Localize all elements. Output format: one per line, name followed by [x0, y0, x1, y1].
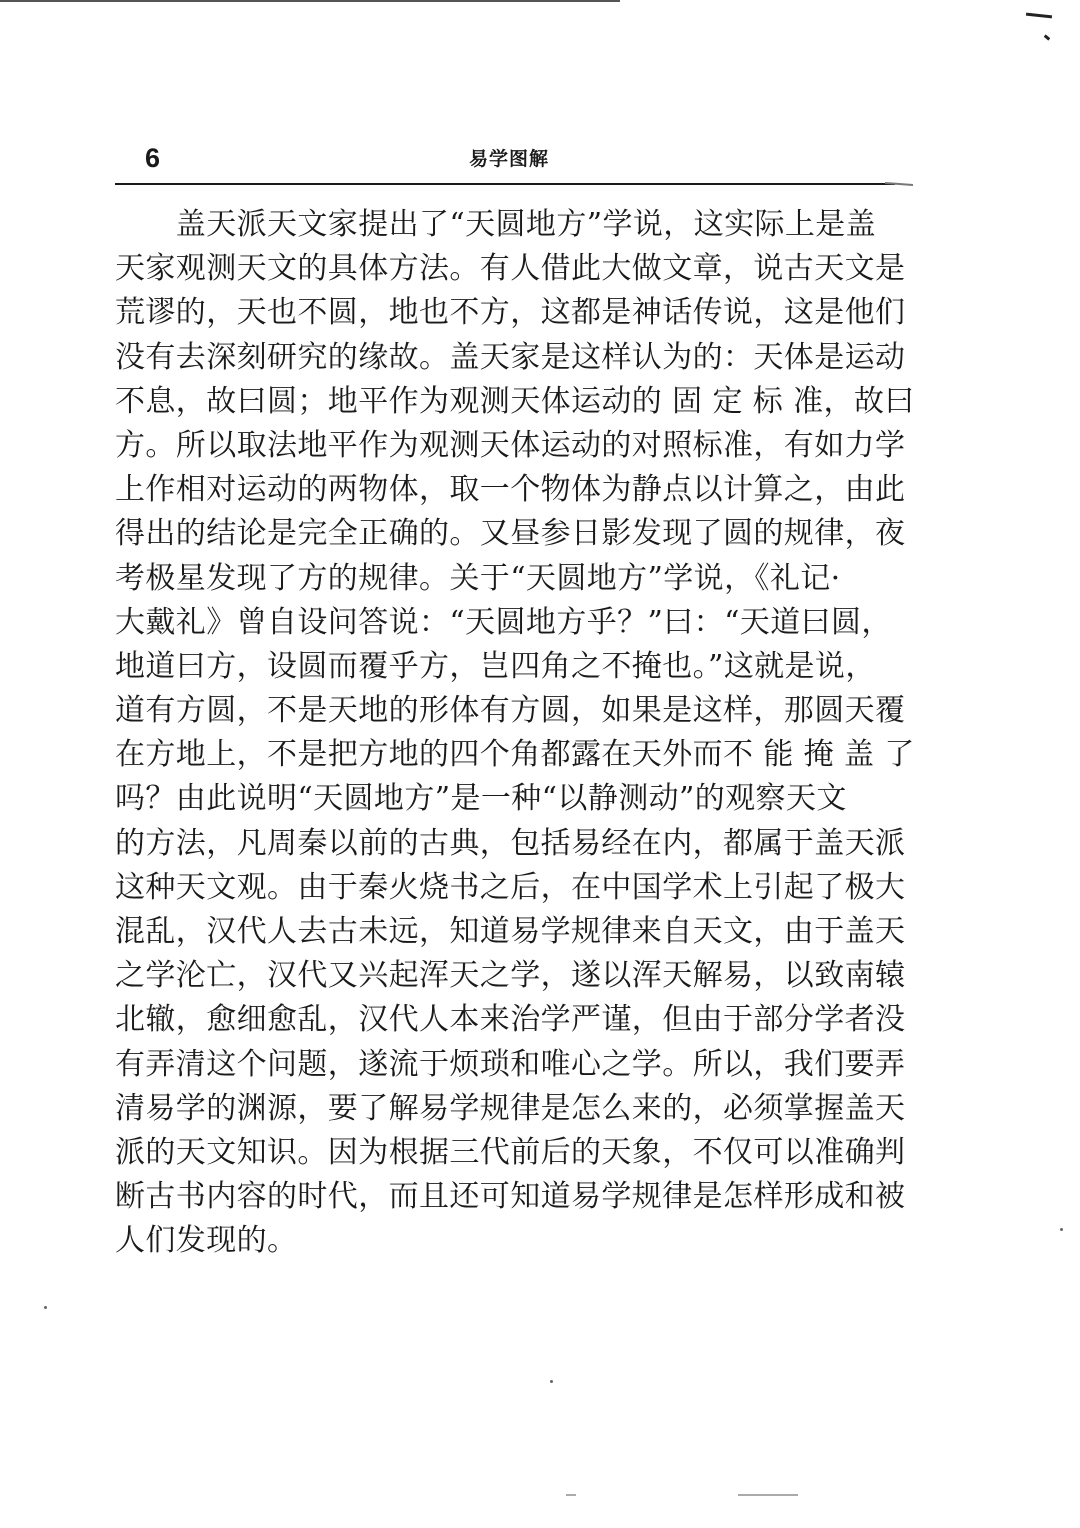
- text-line: 断古书内容的时代，而且还可知道易学规律是怎样形成和被: [115, 1179, 906, 1215]
- body-text: [115, 203, 930, 1264]
- scan-speck: [550, 1380, 553, 1383]
- scan-edge-line: [0, 0, 620, 2]
- text-line: 地道曰方，设圆而覆乎方，岂四角之不掩也。”这就是说，: [115, 648, 876, 684]
- text-line: 荒谬的，天也不圆，地也不方，这都是神话传说，这是他们: [115, 295, 906, 331]
- text-line: 这种天文观。由于秦火烧书之后，在中国学术上引起了极大: [115, 869, 906, 905]
- scan-mark: [566, 1494, 576, 1496]
- text-line: 不息，故曰圆；地平作为观测天体运动的 固 定 标 准，故曰: [115, 383, 915, 419]
- header-rule-tail: [885, 182, 913, 186]
- text-line: 方。所以取法地平作为观测天体运动的对照标准，有如力学: [115, 427, 906, 463]
- text-line: 在方地上，不是把方地的四个角都露在天外而不 能 掩 盖 了: [115, 737, 915, 773]
- text-line: 没有去深刻研究的缘故。盖天家是这样认为的：天体是运动: [115, 339, 906, 375]
- running-head: [115, 140, 910, 180]
- running-title: 易学图解: [469, 148, 550, 170]
- text-line: 上作相对运动的两物体，取一个物体为静点以计算之，由此: [115, 472, 906, 508]
- text-line: 清易学的渊源，要了解易学规律是怎么来的，必须掌握盖天: [115, 1090, 906, 1126]
- text-line: 北辙，愈细愈乱，汉代人本来治学严谨，但由于部分学者没: [115, 1002, 906, 1038]
- scan-speck: [44, 1306, 47, 1309]
- text-line: 派的天文知识。因为根据三代前后的天象，不仅可以准确判: [115, 1134, 906, 1170]
- text-line: 考极星发现了方的规律。关于“天圆地方”学说，《礼记·: [115, 560, 841, 596]
- text-line: 吗？由此说明“天圆地方”是一种“以静测动”的观察天文: [115, 781, 847, 817]
- text-line: 天家观测天文的具体方法。有人借此大做文章，说古天文是: [115, 251, 906, 287]
- text-line: 得出的结论是完全正确的。又昼参日影发现了圆的规律，夜: [115, 516, 906, 552]
- text-line: 之学沦亡，汉代又兴起浑天之学，遂以浑天解易，以致南辕: [115, 958, 906, 994]
- text-line: 道有方圆，不是天地的形体有方圆，如果是这样，那圆天覆: [115, 693, 906, 729]
- text-line: 人们发现的。: [115, 1223, 298, 1259]
- text-line: 有弄清这个问题，遂流于烦琐和唯心之学。所以，我们要弄: [115, 1046, 906, 1082]
- scan-mark: [1026, 13, 1052, 19]
- scan-mark: [738, 1494, 798, 1496]
- header-rule: [115, 183, 895, 185]
- text-line: 大戴礼》曾自设问答说：“天圆地方乎？”曰：“天道曰圆，: [115, 604, 892, 640]
- page-number: 6: [145, 143, 161, 173]
- text-line: 盖天派天文家提出了“天圆地方”学说，这实际上是盖: [115, 207, 877, 242]
- scan-speck: [1060, 1228, 1063, 1231]
- scan-mark: [1044, 34, 1051, 40]
- text-line: 的方法，凡周秦以前的古典，包括易经在内，都属于盖天派: [115, 825, 906, 861]
- text-line: 混乱，汉代人去古未远，知道易学规律来自天文，由于盖天: [115, 914, 906, 949]
